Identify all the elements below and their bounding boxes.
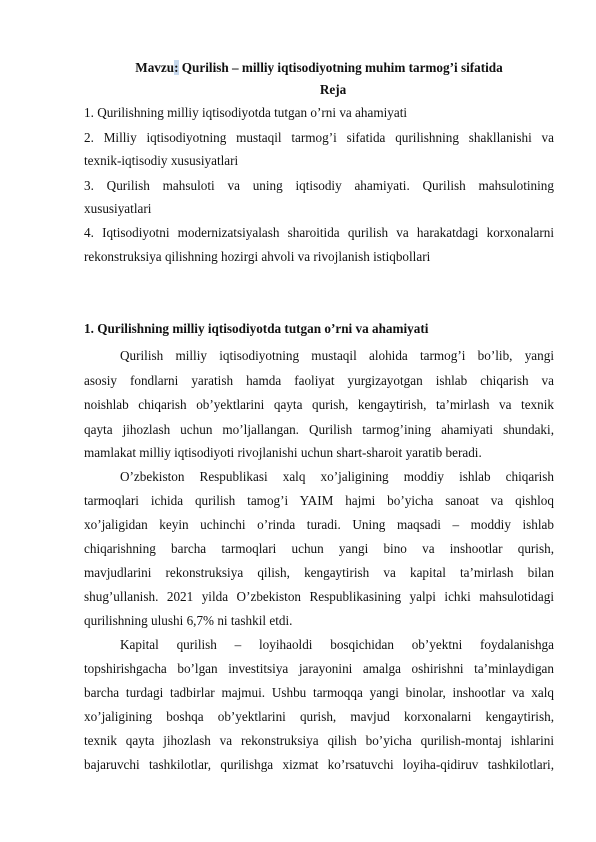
body-line: qayta jihozlash uchun mo’ljallangan. Qurilish tarmog’ining ahamiyati shundaki, bbox=[84, 422, 554, 437]
plan-heading: Reja bbox=[319, 82, 347, 97]
plan-item-4: 4. Iqtisodiyotni modernizatsiyalash sharoitida qurilish va harakatdagi korxonalarni bbox=[84, 225, 554, 240]
body-line: bajaruvchi tashkilotlar, qurilishga xizmat ko’rsatuvchi loyiha-qidiruv tashkilotlari, bbox=[84, 757, 554, 772]
body-line: qurilishning ulushi 6,7% ni tashkil etdi. bbox=[84, 613, 293, 628]
plan-item-2-cont: texnik-iqtisodiy xususiyatlari bbox=[84, 153, 239, 168]
body-line: texnik qayta jihozlash va rekonstruksiya qilish bo’yicha qurilish-montaj ishlarini bbox=[84, 733, 554, 748]
plan-item-2: 2. Milliy iqtisodiyotning mustaqil tarmog’i sifatida qurilishning shakllanishi va bbox=[84, 130, 554, 145]
document-title bbox=[84, 58, 554, 78]
body-line: Kapital qurilish – loyihaoldi bosqichidan ob’yektni foydalanishga bbox=[120, 637, 554, 652]
body-line: noishlab chiqarish ob’yektlarini qayta qurish, kengaytirish, ta’mirlash va texnik bbox=[84, 397, 554, 412]
body-line: mamlakat milliy iqtisodiyoti rivojlanishi uchun shart-sharoit yaratib beradi. bbox=[84, 445, 482, 460]
plan-item-1: 1. Qurilishning milliy iqtisodiyotda tutgan o’rni va ahamiyati bbox=[84, 105, 408, 120]
body-line: mavjudlarini rekonstruksiya qilish, kengaytirish va kapital ta’mirlash bilan bbox=[84, 565, 554, 580]
body-line: xo’jaligining boshqa ob’yektlarini qurish, mavjud korxonalarni kengaytirish, bbox=[84, 709, 554, 724]
plan-item-3-cont: xususiyatlari bbox=[84, 201, 152, 216]
title-colon-highlight: : bbox=[174, 60, 179, 75]
plan-item-4-cont: rekonstruksiya qilishning hozirgi ahvoli va rivojlanish istiqbollari bbox=[84, 249, 431, 264]
title-prefix: Mavzu bbox=[135, 60, 175, 75]
title-text: Qurilish – milliy iqtisodiyotning muhim tarmog’i sifatida bbox=[178, 60, 503, 75]
body-line: xo’jaligidan keyin uchinchi o’rinda turadi. Uning maqsadi – moddiy ishlab bbox=[84, 517, 554, 532]
body-line: O’zbekiston Respublikasi xalq xo’jaligining moddiy ishlab chiqarish bbox=[120, 469, 554, 484]
body-line: barcha turdagi tadbirlar majmui. Ushbu tarmoqqa yangi binolar, inshootlar va xalq bbox=[84, 685, 554, 700]
body-line: tarmoqlari ichida qurilish tamog’i YAIM hajmi bo’yicha sanoat va qishloq bbox=[84, 493, 554, 508]
plan-item-3: 3. Qurilish mahsuloti va uning iqtisodiy ahamiyati. Qurilish mahsulotining bbox=[84, 178, 554, 193]
section-heading: 1. Qurilishning milliy iqtisodiyotda tutgan o’rni va ahamiyati bbox=[84, 321, 429, 336]
body-line: Qurilish milliy iqtisodiyotning mustaqil alohida tarmog’i bo’lib, yangi bbox=[120, 348, 554, 363]
body-line: shug’ullanish. 2021 yilda O’zbekiston Respublikasining yalpi ichki mahsulotidagi bbox=[84, 589, 554, 604]
body-line: asosiy fondlarni yaratish hamda faoliyat yurgizayotgan ishlab chiqarish va bbox=[84, 373, 554, 388]
body-line: chiqarishning barcha tarmoqlari uchun yangi bino va inshootlar qurish, bbox=[84, 541, 554, 556]
body-line: topshirishgacha bo’lgan investitsiya jarayonini amalga oshirishni ta’minlaydigan bbox=[84, 661, 554, 676]
